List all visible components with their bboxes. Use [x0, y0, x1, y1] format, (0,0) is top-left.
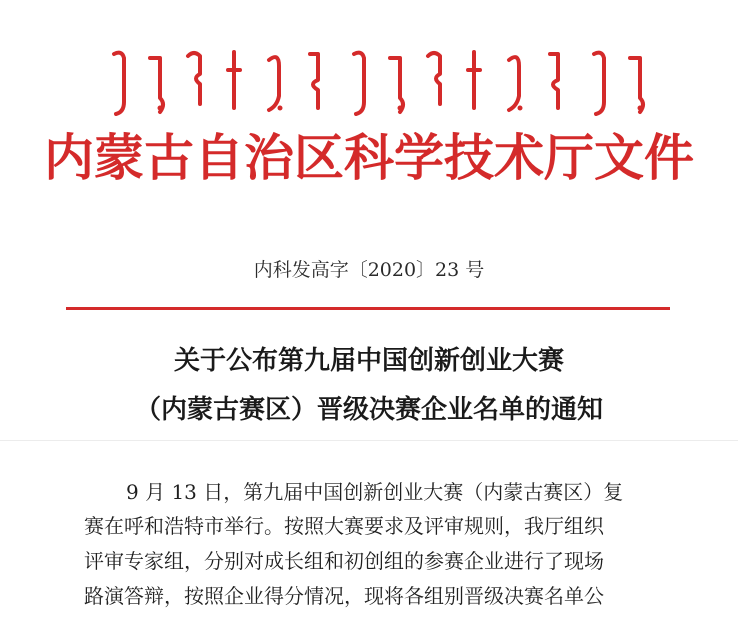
- scan-fold-line: [0, 440, 738, 441]
- body-text-line: 赛在呼和浩特市举行。按照大赛要求及评审规则，我厅组织: [84, 514, 604, 538]
- mongolian-glyph-mark: [428, 53, 440, 104]
- mongolian-glyph-dot: [398, 106, 403, 111]
- issuing-organization-title: 内蒙古自治区科学技术厅文件: [44, 128, 694, 187]
- mongolian-glyph-mark: [269, 57, 279, 110]
- body-text-line: 评审专家组，分别对成长组和初创组的参赛企业进行了现场: [84, 549, 604, 573]
- mongolian-glyph-mark: [228, 52, 240, 108]
- red-divider-line: [66, 307, 670, 310]
- mongolian-glyph-dot: [518, 106, 523, 111]
- mongolian-glyph-dot: [158, 106, 163, 111]
- mongolian-glyph-mark: [188, 53, 200, 104]
- mongolian-glyph-mark: [594, 53, 604, 114]
- notice-title-line-1: 关于公布第九届中国创新创业大赛: [173, 346, 564, 376]
- notice-title-line-2: （内蒙古赛区）晋级决赛企业名单的通知: [134, 395, 603, 425]
- mongolian-glyph-mark: [468, 52, 480, 108]
- document-number: 内科发高字〔2020〕23 号: [253, 259, 485, 281]
- mongolian-glyph-mark: [509, 57, 519, 110]
- mongolian-glyph-mark: [150, 58, 163, 112]
- mongolian-glyph-mark: [114, 53, 124, 114]
- mongolian-glyph-mark: [354, 53, 364, 114]
- mongolian-glyph-mark: [630, 58, 643, 112]
- mongolian-glyph-mark: [390, 58, 403, 112]
- mongolian-glyph-mark: [310, 54, 318, 108]
- body-text-line: 9 月 13 日，第九届中国创新创业大赛（内蒙古赛区）复: [126, 480, 624, 504]
- mongolian-glyph-dot: [278, 106, 283, 111]
- body-text-line: 路演答辩，按照企业得分情况，现将各组别晋级决赛名单公: [84, 584, 604, 608]
- mongolian-glyph-dot: [638, 106, 643, 111]
- mongolian-glyph-mark: [550, 54, 558, 108]
- mongolian-script-header-icon: [96, 44, 656, 116]
